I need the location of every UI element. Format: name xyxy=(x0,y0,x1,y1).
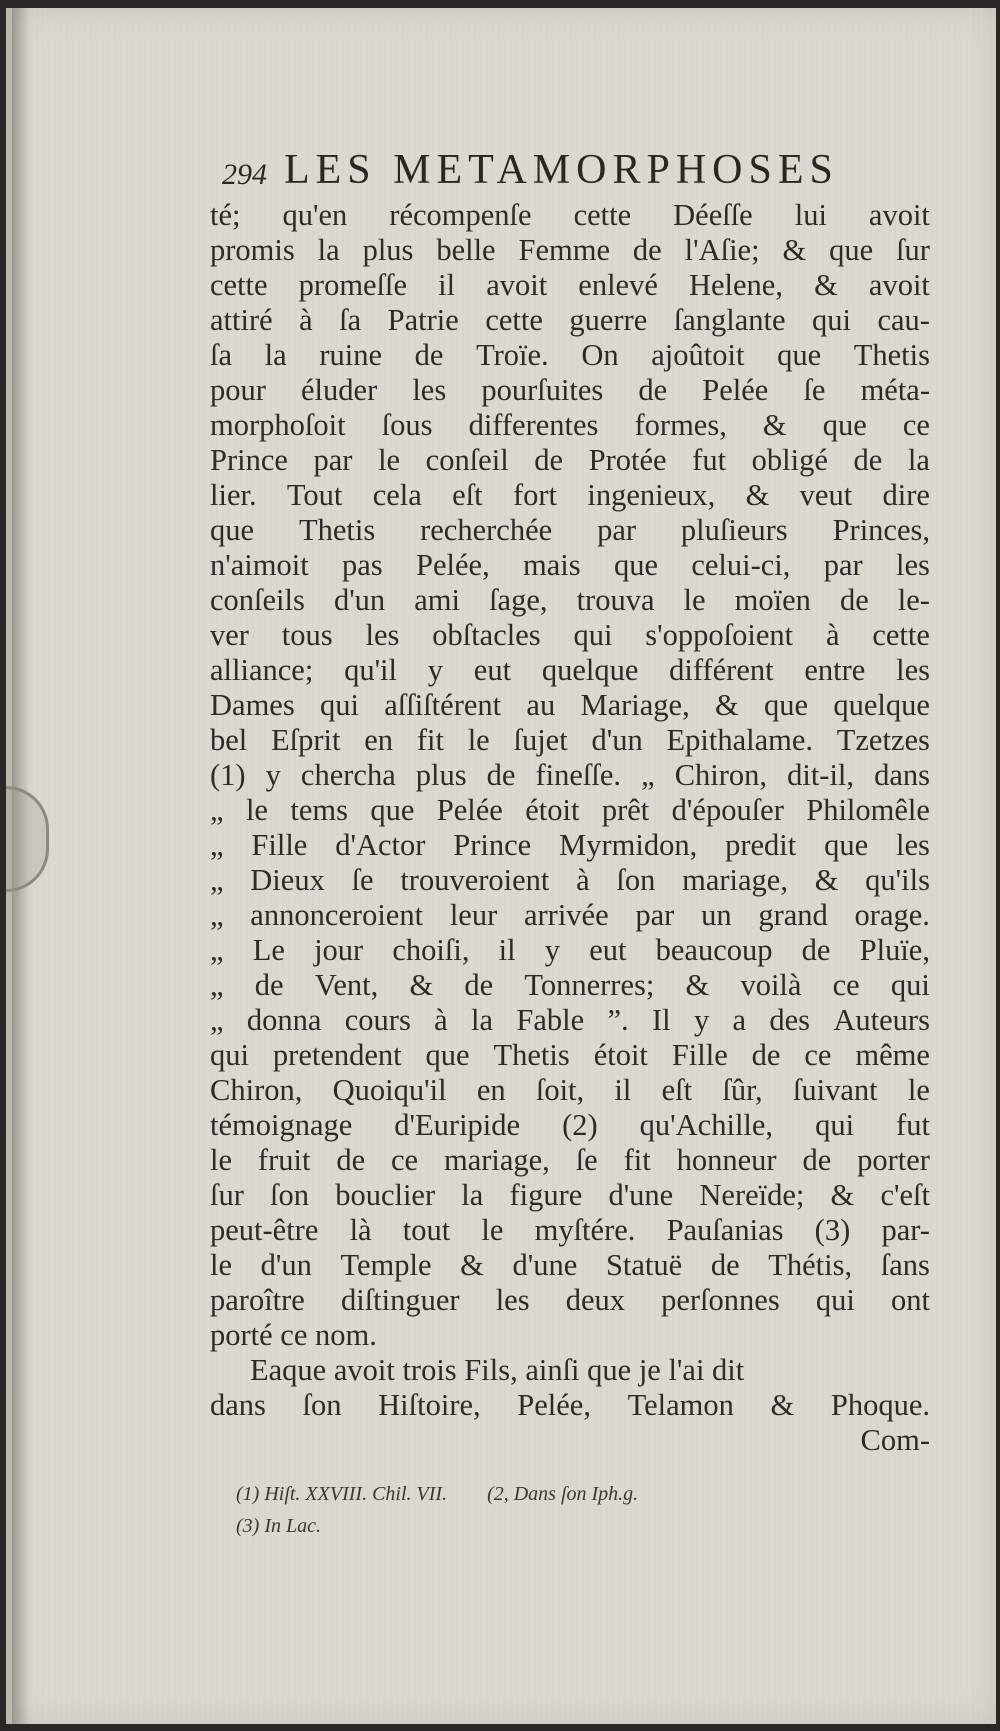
text-line: le fruit de ce mariage, ſe fit honneur de porter xyxy=(210,1143,930,1177)
text-line: ſa la ruine de Troïe. On ajoûtoit que Thetis xyxy=(210,338,930,372)
footnote-3: (3) In Lac. xyxy=(236,1515,321,1537)
text-line: n'aimoit pas Pelée, mais que celui-ci, par les xyxy=(210,548,930,582)
text-line: porté ce nom. xyxy=(210,1318,377,1352)
page-clip-mark xyxy=(6,786,49,892)
page-number: 294 xyxy=(222,158,267,191)
text-line: cette promeſſe il avoit enlevé Helene, & avoit xyxy=(210,268,930,302)
text-line: „ Fille d'Actor Prince Myrmidon, predit que les xyxy=(210,828,930,862)
footnote-2: (2, Dans ſon Iph.g. xyxy=(487,1483,639,1505)
page-header xyxy=(222,146,902,206)
text-line: que Thetis recherchée par pluſieurs Princes, xyxy=(210,513,930,547)
footnote-row xyxy=(236,1510,876,1542)
text-line: bel Eſprit en fit le ſujet d'un Epithalame. Tzetzes xyxy=(210,723,930,757)
text-line: „ donna cours à la Fable ”. Il y a des Auteurs xyxy=(210,1003,930,1037)
text-line: Dames qui aſſiſtérent au Mariage, & que quelque xyxy=(210,688,930,722)
text-line: ver tous les obſtacles qui s'oppoſoient à cette xyxy=(210,618,930,652)
footnote-row xyxy=(236,1478,876,1510)
running-head: LES METAMORPHOSES xyxy=(284,147,839,193)
text-line: „ le tems que Pelée étoit prêt d'épouſer Philomêle xyxy=(210,793,930,827)
text-line: attiré à ſa Patrie cette guerre ſanglante qui cau- xyxy=(210,303,930,337)
text-line: le d'un Temple & d'une Statuë de Thétis, ſans xyxy=(210,1248,930,1282)
text-line: paroître diſtinguer les deux perſonnes qui ont xyxy=(210,1283,930,1317)
text-line: Eaque avoit trois Fils, ainſi que je l'ai dit xyxy=(250,1353,745,1387)
text-line: alliance; qu'il y eut quelque différent entre les xyxy=(210,653,930,687)
text-line: „ Dieux ſe trouveroient à ſon mariage, & qu'ils xyxy=(210,863,930,897)
text-line: morphoſoit ſous differentes formes, & que ce xyxy=(210,408,930,442)
footnotes xyxy=(236,1478,876,1542)
text-line: qui pretendent que Thetis étoit Fille de ce même xyxy=(210,1038,930,1072)
body-text xyxy=(210,198,930,1458)
text-line: lier. Tout cela eſt fort ingenieux, & veut dire xyxy=(210,478,930,512)
catchword: Com- xyxy=(860,1423,930,1457)
footnote-1: (1) Hiſt. XXVIII. Chil. VII. xyxy=(236,1483,448,1505)
text-line: ſur ſon bouclier la figure d'une Nereïde; & c'eſt xyxy=(210,1178,930,1212)
text-line: Prince par le conſeil de Protée fut obligé de la xyxy=(210,443,930,477)
text-line: „ annonceroient leur arrivée par un grand orage. xyxy=(210,898,930,932)
text-line: dans ſon Hiſtoire, Pelée, Telamon & Phoque. xyxy=(210,1388,930,1422)
text-line: (1) y chercha plus de fineſſe. „ Chiron, dit-il, dans xyxy=(210,758,930,792)
text-line: témoignage d'Euripide (2) qu'Achille, qui fut xyxy=(210,1108,930,1142)
text-line: „ Le jour choiſi, il y eut beaucoup de Pluïe, xyxy=(210,933,930,967)
text-line: „ de Vent, & de Tonnerres; & voilà ce qui xyxy=(210,968,930,1002)
text-line: té; qu'en récompenſe cette Déeſſe lui avoit xyxy=(210,198,930,232)
text-line: conſeils d'un ami ſage, trouva le moïen de le- xyxy=(210,583,930,617)
text-line: Chiron, Quoiqu'il en ſoit, il eſt ſûr, ſuivant le xyxy=(210,1073,930,1107)
text-line: promis la plus belle Femme de l'Aſie; & que ſur xyxy=(210,233,930,267)
text-line: pour éluder les pourſuites de Pelée ſe méta- xyxy=(210,373,930,407)
text-line: peut-être là tout le myſtére. Pauſanias (3) par- xyxy=(210,1213,930,1247)
